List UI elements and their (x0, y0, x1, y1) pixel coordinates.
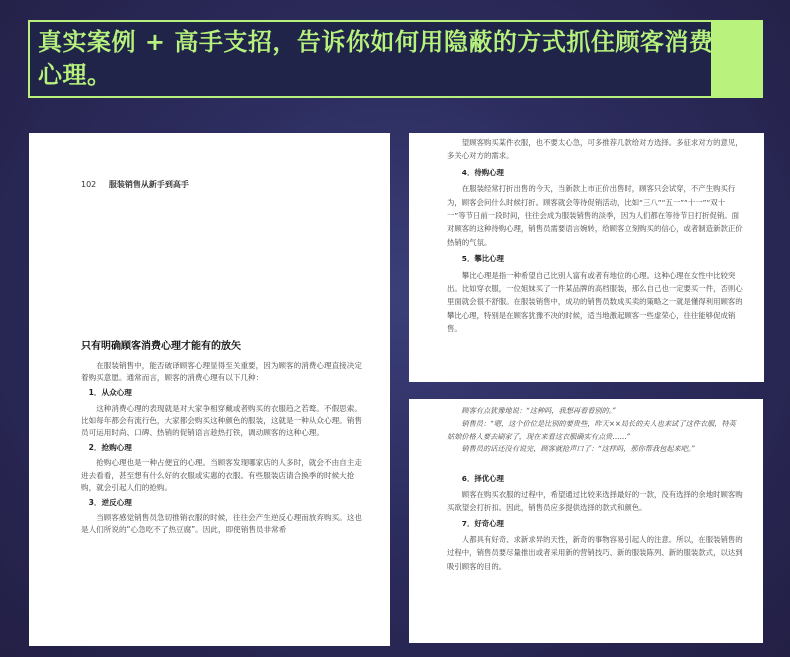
banner-title: 真实案例 + 高手支招，告诉你如何用隐蔽的方式抓住顾客消费心理。 (38, 28, 714, 89)
intro-paragraph: 在服装销售中，能否破译顾客心理显得至关重要，因为顾客的消费心理直接决定着购买意愿。通常而言，顾客的消费心理有以下几种： (81, 361, 362, 383)
paragraph: 望顾客购买某件衣服，也不要太心急，可多推荐几款给对方选择。多征求对方的意见，多关心对方的需求。 (447, 138, 743, 161)
paragraph: 人都具有好奇、求新求异的天性，新奇的事物容易引起人的注意。所以，在服装销售的过程中，销售员要尽量推出或者采用新的营销技巧、新的服装陈列、新的服装款式，以达到吸引顾客的目的。 (447, 534, 743, 571)
banner-accent-tab (711, 20, 763, 98)
subheading: 3．逆反心理 (88, 498, 132, 508)
paragraph: 顾客在购买衣服的过程中，希望通过比较来选择最好的一款，没有选择的余地时顾客购买欲望会打折扣。因此，销售员应多提供选择的款式和颜色。 (447, 489, 743, 513)
paragraph: 这种消费心理的表现就是对大家争相穿戴或者购买的衣服趋之若鹜。不假思索。比如每年都会有流行色，大家都会购买这种颜色的服装，这就是一种从众心理。销售员可运用时尚、口碑、热销的促销语言趁热打铁，调动顾客的这种心理。 (81, 403, 362, 438)
subheading: 6．择优心理 (461, 474, 504, 484)
page-header (81, 179, 189, 190)
subheading: 2．抢购心理 (88, 443, 132, 453)
dialog-line: 销售员的话还没有说完，顾客就抢声口了：“这样吗，那你帮我包起来吧。” (461, 444, 696, 454)
dialog-line: 销售员：“嗯，这个价位是比别的要贵些，昨天××局长的夫人也来试了这件衣服，特英姑娘价格人要去刷家了，现在来看这衣服确实有点贵……” (447, 418, 736, 441)
book-page-right-top (409, 133, 764, 382)
book-title: 服装销售从新手到高手 (108, 180, 189, 189)
book-page-right-bottom (409, 399, 763, 643)
page-body (81, 360, 364, 539)
page-number: 102 (81, 180, 97, 189)
book-page-left (29, 133, 390, 646)
page-body (447, 405, 743, 573)
subheading: 1．从众心理 (88, 388, 132, 398)
section-heading: 只有明确顾客消费心理才能有的放矢 (81, 341, 241, 352)
subheading: 7．好奇心理 (461, 518, 504, 528)
page-body (447, 136, 743, 336)
spacer (447, 456, 743, 470)
subheading: 4．待购心理 (461, 167, 504, 177)
paragraph: 抢购心理也是一种占便宜的心理。当顾客发现哪家店的人多时，就会不由自主走进去看看，甚至想有什么好的衣服或实惠的衣服。有些服装店请合换季的时候大抢购，就会引起人们的抢购。 (81, 458, 362, 492)
paragraph: 攀比心理是指一种希望自己比别人富有或者有地位的心理。这种心理在女性中比较突出。比如穿衣服，一位姐妹买了一件某品牌的高档服装，那么自己也一定要买一件，否则心里面就会很不舒服。在服装销售中，成功的销售员数成买卖的策略之一就是懂得利用顾客的攀比心理，特别是在顾客犹豫不决的时候，适当地激起顾客一些虚荣心，往往能够促成销售。 (447, 270, 743, 334)
paragraph: 在服装经常打折出售的今天，当新款上市正价出售时，顾客只会试穿，不产生购买行为，顾客会问什么时候打折。顾客就会等待促销活动，比如“三八”“五一”“十一”“双十一”等节日前一段时间，往往会成为服装销售的淡季，因为人们都在等待节日打折促销。面对顾客的这种待购心理，销售员需要语言婉转，给顾客立刻购买的信心，或者制造新款正价热销的气氛。 (447, 184, 743, 247)
dialog-line: 顾客有点犹豫地说：“这种吗，我想再看看别的。” (461, 406, 617, 415)
paragraph: 当顾客感觉销售员急切推销衣服的时候，往往会产生逆反心理而放弃购买。这也是人们所说的“心急吃不了热豆腐”。因此，即使销售员非常希 (81, 513, 362, 535)
subheading: 5．攀比心理 (461, 254, 504, 264)
